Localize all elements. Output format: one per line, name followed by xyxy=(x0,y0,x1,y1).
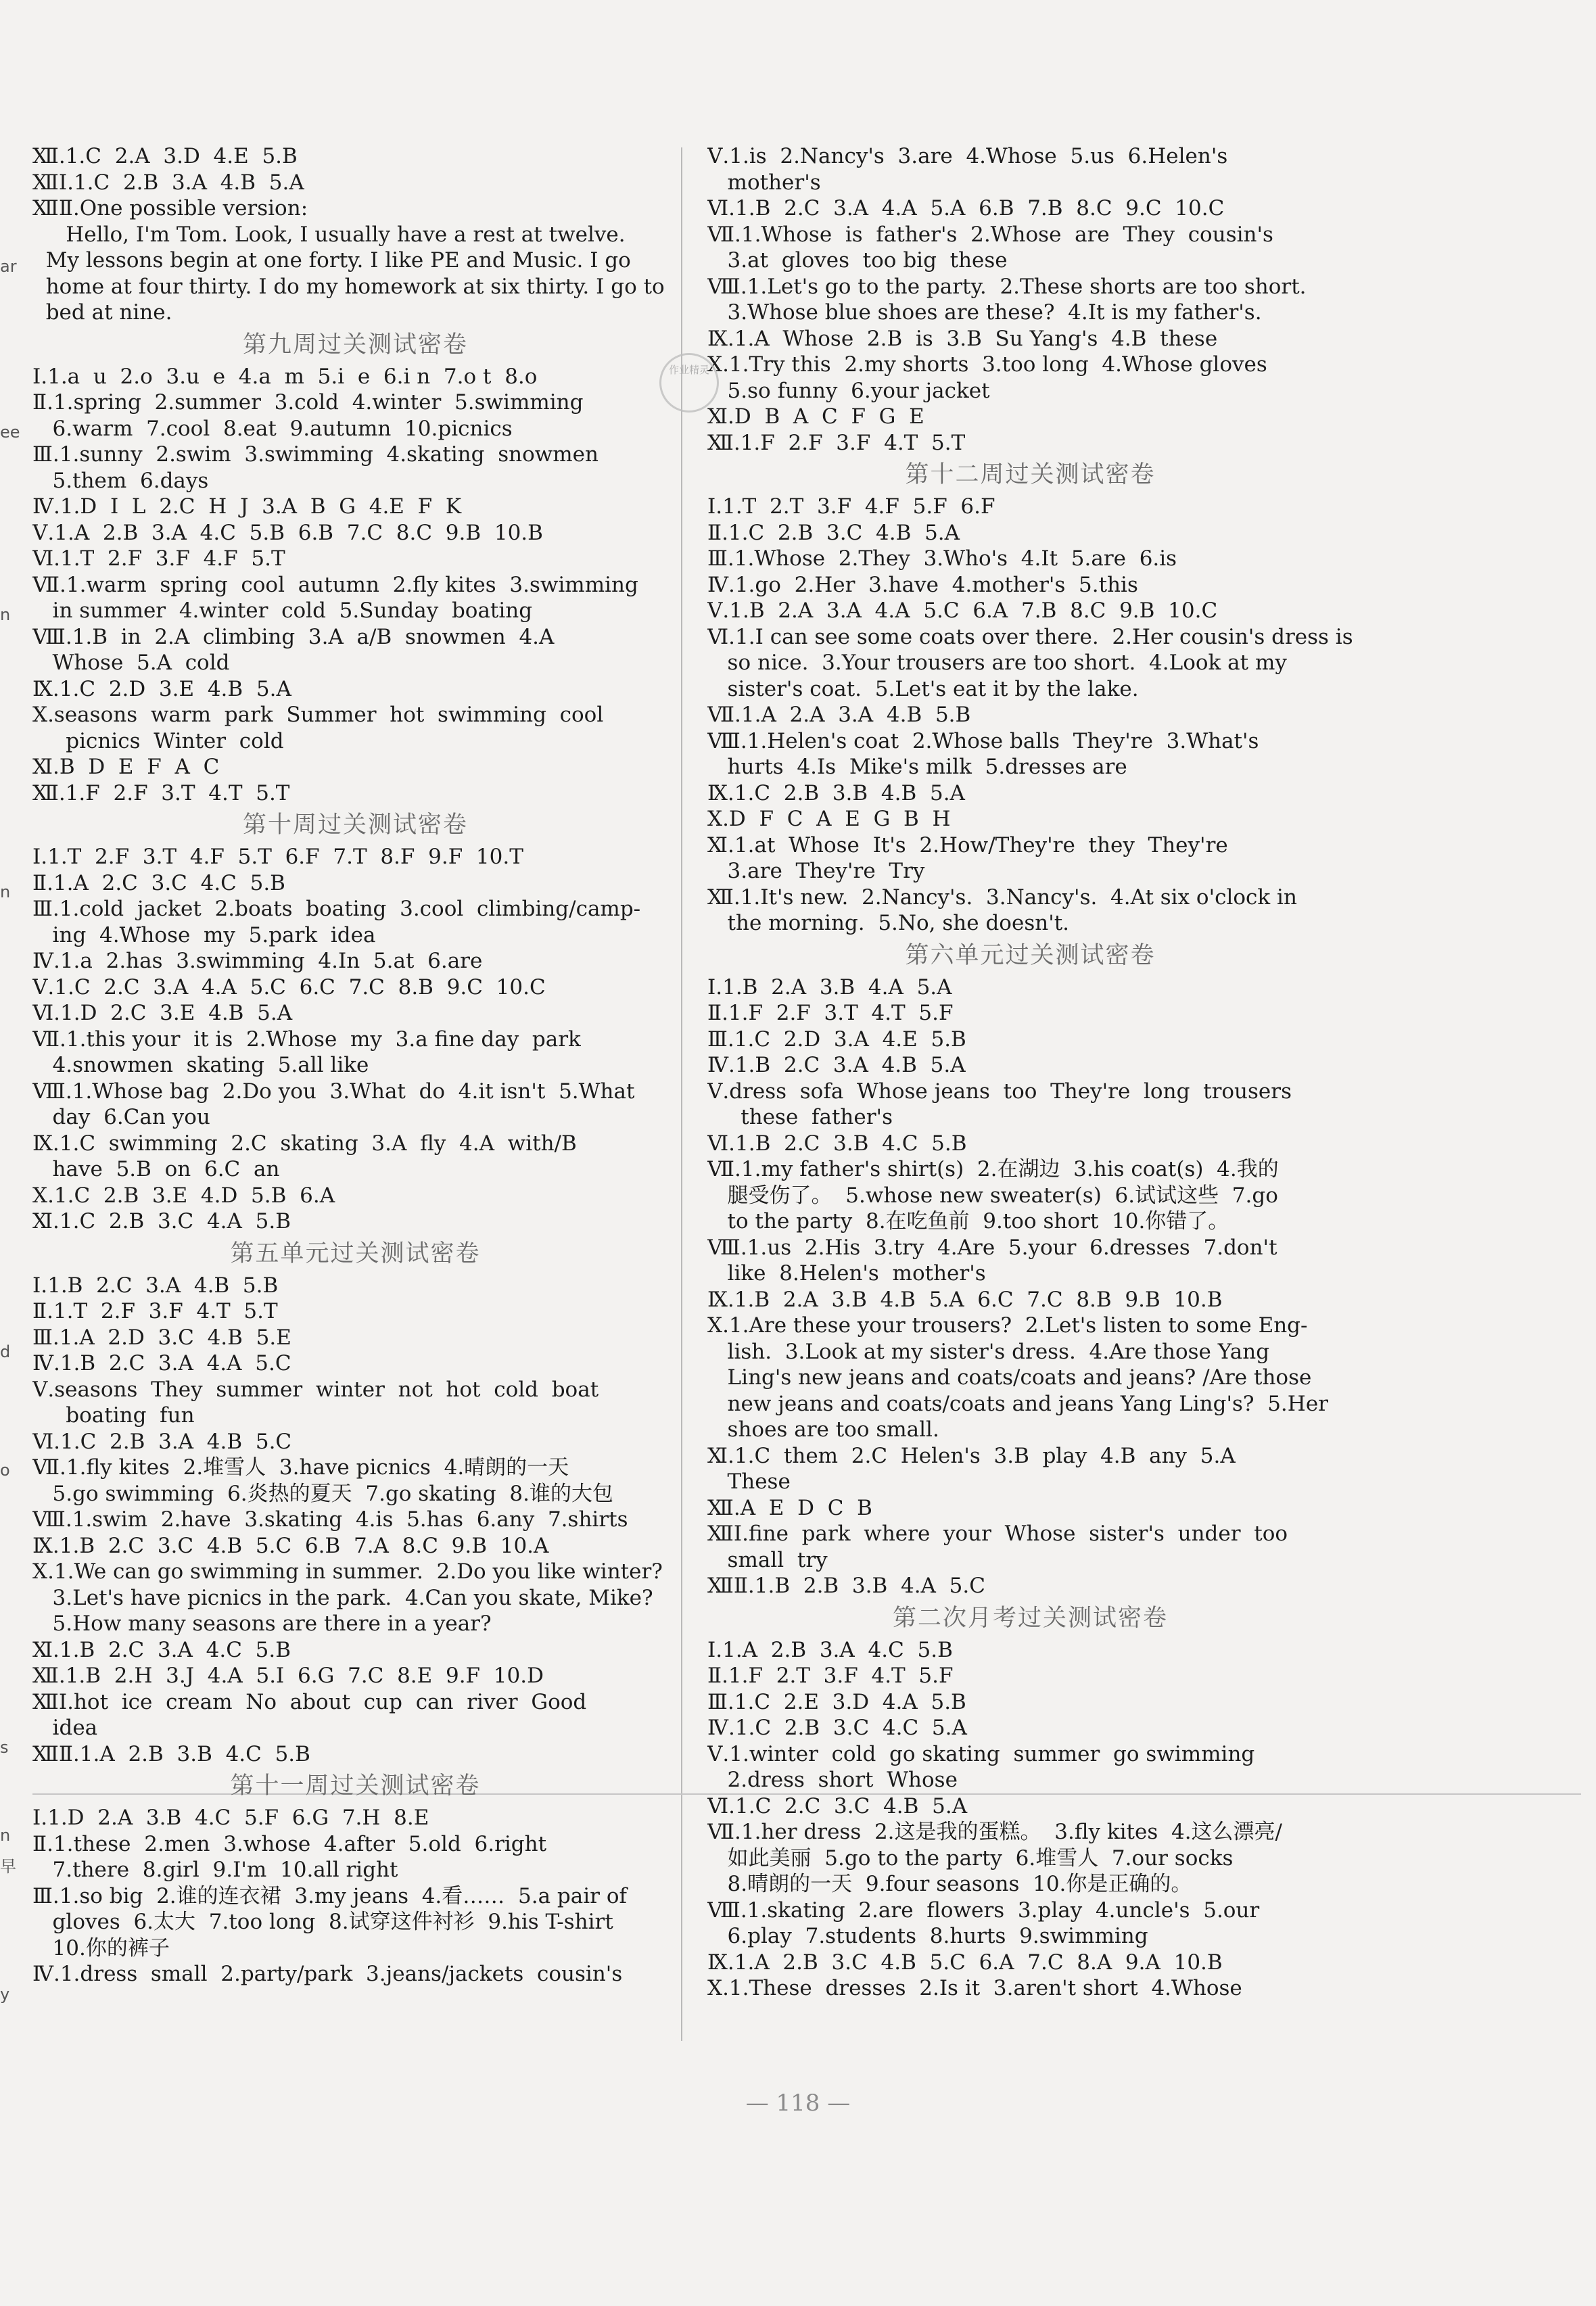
answer-line: Ⅸ.1.B 2.A 3.B 4.B 5.A 6.C 7.C 8.B 9.B 10.B xyxy=(707,1287,1223,1312)
edge-fragment: 早 xyxy=(0,1857,16,1876)
answer-line: boating fun xyxy=(32,1403,195,1428)
answer-line: Ⅺ.1.C 2.B 3.C 4.A 5.B xyxy=(32,1209,291,1233)
answer-line: 8.晴朗的一天 9.four seasons 10.你是正确的。 xyxy=(707,1872,1192,1896)
answer-line: Ⅳ.1.B 2.C 3.A 4.B 5.A xyxy=(707,1053,966,1077)
section-heading: 第十一周过关测试密卷 xyxy=(230,1772,481,1799)
section-heading: 第九周过关测试密卷 xyxy=(242,331,468,358)
edge-fragment: s xyxy=(0,1738,9,1757)
answer-line: 如此美丽 5.go to the party 6.堆雪人 7.our socks xyxy=(707,1845,1234,1870)
answer-line: Ⅺ.B D E F A C xyxy=(32,755,220,779)
answer-line: Ⅷ.1.swim 2.have 3.skating 4.is 5.has 6.any 7.shirts xyxy=(32,1507,628,1532)
answer-line: picnics Winter cold xyxy=(32,728,284,753)
answer-line: Ⅱ.1.F 2.T 3.F 4.T 5.F xyxy=(707,1664,954,1688)
edge-fragment: y xyxy=(0,1985,10,2004)
answer-line: My lessons begin at one forty. I like PE and Music. I go xyxy=(32,248,631,273)
answer-line: Ⅴ.1.winter cold go skating summer go swimming xyxy=(707,1741,1255,1766)
answer-line: 10.你的裤子 xyxy=(32,1935,170,1960)
answer-line: 3.are They're Try xyxy=(707,859,925,883)
answer-line: 6.play 7.students 8.hurts 9.swimming xyxy=(707,1924,1148,1948)
answer-line: 7.there 8.girl 9.I'm 10.all right xyxy=(32,1858,398,1882)
answer-line: Ⅶ.1.A 2.A 3.A 4.B 5.B xyxy=(707,703,971,727)
answer-line: Ⅴ.dress sofa Whose jeans too They're long trousers xyxy=(707,1079,1292,1104)
answer-line: Ⅴ.1.is 2.Nancy's 3.are 4.Whose 5.us 6.Helen's xyxy=(707,144,1228,168)
watermark-stamp xyxy=(659,353,719,413)
answer-line: Ⅵ.1.B 2.C 3.A 4.A 5.A 6.B 7.B 8.C 9.C 10.C xyxy=(707,196,1225,220)
answer-line: Ⅸ.1.A 2.B 3.C 4.B 5.C 6.A 7.C 8.A 9.A 10.B xyxy=(707,1950,1223,1975)
answer-line: bed at nine. xyxy=(32,300,172,325)
answer-line: Ⅲ.1.C 2.D 3.A 4.E 5.B xyxy=(707,1027,966,1052)
answer-line: 6.warm 7.cool 8.eat 9.autumn 10.picnics xyxy=(32,416,513,441)
answer-line: Ⅳ.1.C 2.B 3.C 4.C 5.A xyxy=(707,1716,967,1740)
left-answer-column xyxy=(32,143,678,1987)
answer-line: 2.dress short Whose xyxy=(707,1768,958,1792)
answer-line: ⅫⅡ.1.B 2.B 3.B 4.A 5.C xyxy=(707,1574,985,1598)
page-number: — 118 — xyxy=(745,2090,851,2117)
answer-line: Ⅻ.1.F 2.F 3.T 4.T 5.T xyxy=(32,780,290,805)
answer-line: day 6.Can you xyxy=(32,1105,210,1129)
edge-fragment: d xyxy=(0,1342,11,1361)
answer-line: Ⅹ.1.Try this 2.my shorts 3.too long 4.Whose gloves xyxy=(707,352,1267,377)
section-heading: 第二次月考过关测试密卷 xyxy=(892,1604,1168,1632)
answer-line: Ⅴ.1.C 2.C 3.A 4.A 5.C 6.C 7.C 8.B 9.C 10.C xyxy=(32,974,546,999)
answer-line: Ⅸ.1.C 2.D 3.E 4.B 5.A xyxy=(32,676,291,701)
answer-line: Ⅶ.1.my father's shirt(s) 2.在湖边 3.his coat(s) 4.我的 xyxy=(707,1157,1279,1181)
answer-line: 5.so funny 6.your jacket xyxy=(707,378,990,403)
answer-line: Ⅳ.1.go 2.Her 3.have 4.mother's 5.this xyxy=(707,572,1138,597)
right-answer-column xyxy=(707,143,1353,2002)
answer-line: sister's coat. 5.Let's eat it by the lake. xyxy=(707,676,1139,701)
answer-line: 5.How many seasons are there in a year? xyxy=(32,1611,492,1636)
answer-line: Ⅵ.1.T 2.F 3.F 4.F 5.T xyxy=(32,546,285,571)
answer-line: Ling's new jeans and coats/coats and jeans? /Are those xyxy=(707,1365,1312,1390)
answer-line: Ⅹ.1.We can go swimming in summer. 2.Do you like winter? xyxy=(32,1559,663,1584)
answer-line: new jeans and coats/coats and jeans Yang Ling's? 5.Her xyxy=(707,1391,1328,1416)
answer-line: Ⅲ.1.C 2.E 3.D 4.A 5.B xyxy=(707,1689,966,1714)
answer-line: Ⅸ.1.C 2.B 3.B 4.B 5.A xyxy=(707,780,965,805)
answer-line: Ⅳ.1.B 2.C 3.A 4.A 5.C xyxy=(32,1351,291,1375)
answer-line: Ⅱ.1.A 2.C 3.C 4.C 5.B xyxy=(32,870,285,895)
answer-line: Ⅷ.1.Helen's coat 2.Whose balls They're 3.What's xyxy=(707,728,1259,753)
answer-line: Ⅲ.1.A 2.D 3.C 4.B 5.E xyxy=(32,1325,291,1350)
answer-line: 5.go swimming 6.炎热的夏天 7.go skating 8.谁的大包 xyxy=(32,1481,613,1506)
section-heading: 第六单元过关测试密卷 xyxy=(905,941,1156,969)
answer-line: Ⅳ.1.a 2.has 3.swimming 4.In 5.at 6.are xyxy=(32,949,483,973)
answer-line: Ⅰ.1.B 2.C 3.A 4.B 5.B xyxy=(32,1273,279,1298)
answer-line: Ⅶ.1.this your it is 2.Whose my 3.a fine day park xyxy=(32,1027,581,1052)
answer-line: Ⅷ.1.B in 2.A climbing 3.A a/B snowmen 4.A xyxy=(32,624,555,649)
answer-line: Ⅰ.1.a u 2.o 3.u e 4.a m 5.i e 6.i n 7.o t 8.o xyxy=(32,364,538,389)
answer-line: mother's xyxy=(707,170,821,195)
answer-line: Ⅹ.1.C 2.B 3.E 4.D 5.B 6.A xyxy=(32,1183,335,1208)
edge-fragment: ar xyxy=(0,257,17,276)
answer-line: have 5.B on 6.C an xyxy=(32,1157,280,1181)
answer-line: These xyxy=(707,1469,791,1494)
answer-line: 4.snowmen skating 5.all like xyxy=(32,1053,369,1077)
answer-line: Ⅷ.1.skating 2.are flowers 3.play 4.uncle's 5.our xyxy=(707,1898,1260,1923)
answer-line: Ⅷ.1.Let's go to the party. 2.These shorts are too short. xyxy=(707,274,1307,299)
answer-line: Ⅸ.1.A Whose 2.B is 3.B Su Yang's 4.B these xyxy=(707,326,1218,351)
answer-line: Ⅺ.1.C them 2.C Helen's 3.B play 4.B any 5.A xyxy=(707,1443,1236,1468)
answer-line: ⅫⅠ.1.C 2.B 3.A 4.B 5.A xyxy=(32,170,304,195)
section-heading: 第十周过关测试密卷 xyxy=(242,811,468,839)
answer-line: Ⅹ.D F C A E G B H xyxy=(707,807,951,831)
answer-line: Whose 5.A cold xyxy=(32,651,230,675)
answer-line: hurts 4.Is Mike's milk 5.dresses are xyxy=(707,755,1127,779)
column-divider xyxy=(681,147,682,2041)
answer-line: Ⅰ.1.T 2.F 3.T 4.F 5.T 6.F 7.T 8.F 9.F 10.T xyxy=(32,845,523,869)
answer-line: Ⅱ.1.these 2.men 3.whose 4.after 5.old 6.right xyxy=(32,1831,547,1856)
edge-fragment: ee xyxy=(0,423,20,442)
answer-line: Ⅰ.1.A 2.B 3.A 4.C 5.B xyxy=(707,1637,953,1662)
answer-line: Ⅲ.1.so big 2.谁的连衣裙 3.my jeans 4.看…… 5.a pair of xyxy=(32,1883,627,1908)
answer-line: Ⅰ.1.T 2.T 3.F 4.F 5.F 6.F xyxy=(707,494,995,519)
answer-line: Ⅲ.1.sunny 2.swim 3.swimming 4.skating snowmen xyxy=(32,442,598,467)
edge-fragment: n xyxy=(0,883,11,901)
answer-line: Ⅻ.1.F 2.F 3.F 4.T 5.T xyxy=(707,430,966,455)
edge-fragment: n xyxy=(0,1826,11,1845)
answer-line: Ⅹ.seasons warm park Summer hot swimming cool xyxy=(32,703,604,727)
answer-line: to the party 8.在吃鱼前 9.too short 10.你错了。 xyxy=(707,1209,1229,1233)
answer-line: 腿受伤了。 5.whose new sweater(s) 6.试试这些 7.go xyxy=(707,1183,1278,1208)
edge-fragment: n xyxy=(0,605,11,624)
answer-line: Ⅻ.1.B 2.H 3.J 4.A 5.I 6.G 7.C 8.E 9.F 10.D xyxy=(32,1664,544,1688)
answer-line: Ⅹ.1.These dresses 2.Is it 3.aren't short 4.Whose xyxy=(707,1976,1242,2000)
answer-line: Ⅻ.1.It's new. 2.Nancy's. 3.Nancy's. 4.At six o'clock in xyxy=(707,885,1297,910)
answer-line: shoes are too small. xyxy=(707,1417,939,1442)
answer-line: home at four thirty. I do my homework at six thirty. I go to xyxy=(32,274,665,299)
answer-line: Ⅲ.1.cold jacket 2.boats boating 3.cool climbing/camp- xyxy=(32,897,641,921)
answer-line: ⅫⅡ.1.A 2.B 3.B 4.C 5.B xyxy=(32,1741,310,1766)
answer-line: Ⅴ.1.A 2.B 3.A 4.C 5.B 6.B 7.C 8.C 9.B 10.B xyxy=(32,520,543,545)
answer-line: the morning. 5.No, she doesn't. xyxy=(707,911,1070,935)
answer-line: Hello, I'm Tom. Look, I usually have a rest at twelve. xyxy=(32,222,626,247)
answer-line: Ⅷ.1.us 2.His 3.try 4.Are 5.your 6.dresses 7.don't xyxy=(707,1235,1277,1260)
answer-line: Ⅶ.1.Whose is father's 2.Whose are They cousin's xyxy=(707,222,1273,247)
section-heading: 第五单元过关测试密卷 xyxy=(230,1240,481,1267)
answer-line: ⅫⅡ.One possible version: xyxy=(32,196,308,220)
answer-line: Ⅷ.1.Whose bag 2.Do you 3.What do 4.it isn't 5.What xyxy=(32,1079,635,1104)
answer-line: in summer 4.winter cold 5.Sunday boating xyxy=(32,598,533,623)
answer-line: Ⅱ.1.spring 2.summer 3.cold 4.winter 5.swimming xyxy=(32,390,584,415)
answer-line: Ⅳ.1.dress small 2.party/park 3.jeans/jackets cousin's xyxy=(32,1962,623,1986)
answer-line: 5.them 6.days xyxy=(32,468,209,493)
answer-line: Ⅻ.A E D C B xyxy=(707,1495,872,1520)
answer-line: ⅫⅠ.hot ice cream No about cup can river Good xyxy=(32,1689,587,1714)
answer-line: Ⅺ.1.at Whose It's 2.How/They're they They're xyxy=(707,832,1228,857)
answer-line: Ⅸ.1.C swimming 2.C skating 3.A fly 4.A with/B xyxy=(32,1131,577,1156)
answer-line: Ⅰ.1.D 2.A 3.B 4.C 5.F 6.G 7.H 8.E xyxy=(32,1806,429,1830)
answer-line: Ⅸ.1.B 2.C 3.C 4.B 5.C 6.B 7.A 8.C 9.B 10.A xyxy=(32,1533,549,1558)
answer-line: Ⅵ.1.B 2.C 3.B 4.C 5.B xyxy=(707,1131,967,1156)
answer-line: Ⅱ.1.F 2.F 3.T 4.T 5.F xyxy=(707,1001,954,1025)
edge-fragment: o xyxy=(0,1461,10,1480)
answer-line: 3.Whose blue shoes are these? 4.It is my father's. xyxy=(707,300,1262,325)
answer-line: Ⅲ.1.Whose 2.They 3.Who's 4.It 5.are 6.is xyxy=(707,546,1177,571)
section-heading: 第十二周过关测试密卷 xyxy=(905,461,1156,488)
answer-line: Ⅶ.1.fly kites 2.堆雪人 3.have picnics 4.晴朗的一天 xyxy=(32,1455,569,1480)
answer-line: Ⅶ.1.her dress 2.这是我的蛋糕。 3.fly kites 4.这么漂亮/ xyxy=(707,1820,1283,1844)
answer-line: like 8.Helen's mother's xyxy=(707,1261,986,1286)
answer-line: Ⅴ.seasons They summer winter not hot cold boat xyxy=(32,1377,599,1402)
answer-line: 3.at gloves too big these xyxy=(707,248,1008,273)
answer-line: Ⅴ.1.B 2.A 3.A 4.A 5.C 6.A 7.B 8.C 9.B 10.C xyxy=(707,598,1218,623)
answer-line: ⅫⅠ.fine park where your Whose sister's under too xyxy=(707,1522,1288,1546)
answer-line: small try xyxy=(707,1547,828,1572)
answer-line: Ⅰ.1.B 2.A 3.B 4.A 5.A xyxy=(707,974,952,999)
answer-line: lish. 3.Look at my sister's dress. 4.Are those Yang xyxy=(707,1339,1270,1364)
answer-line: idea xyxy=(32,1716,98,1740)
answer-line: Ⅱ.1.C 2.B 3.C 4.B 5.A xyxy=(707,520,960,545)
answer-line: Ⅳ.1.D I L 2.C H J 3.A B G 4.E F K xyxy=(32,494,462,519)
answer-line: 3.Let's have picnics in the park. 4.Can you skate, Mike? xyxy=(32,1585,653,1610)
answer-line: Ⅺ.D B A C F G E xyxy=(707,404,924,429)
answer-line: Ⅺ.1.B 2.C 3.A 4.C 5.B xyxy=(32,1637,291,1662)
stamp-text: 作业精灵 xyxy=(668,364,709,376)
answer-line: Ⅵ.1.C 2.C 3.C 4.B 5.A xyxy=(707,1793,968,1818)
answer-line: Ⅱ.1.T 2.F 3.F 4.T 5.T xyxy=(32,1299,278,1323)
answer-line: these father's xyxy=(707,1105,893,1129)
answer-line: Ⅵ.1.D 2.C 3.E 4.B 5.A xyxy=(32,1001,293,1025)
answer-line: ing 4.Whose my 5.park idea xyxy=(32,922,376,947)
answer-line: Ⅹ.1.Are these your trousers? 2.Let's listen to some Eng- xyxy=(707,1313,1308,1338)
answer-line: gloves 6.太大 7.too long 8.试穿这件衬衫 9.his T-shirt xyxy=(32,1910,613,1934)
answer-line: so nice. 3.Your trousers are too short. 4.Look at my xyxy=(707,651,1287,675)
answer-line: Ⅻ.1.C 2.A 3.D 4.E 5.B xyxy=(32,144,298,168)
answer-line: Ⅵ.1.C 2.B 3.A 4.B 5.C xyxy=(32,1429,292,1454)
answer-line: Ⅶ.1.warm spring cool autumn 2.fly kites 3.swimming xyxy=(32,572,638,597)
answer-line: Ⅵ.1.I can see some coats over there. 2.Her cousin's dress is xyxy=(707,624,1353,649)
